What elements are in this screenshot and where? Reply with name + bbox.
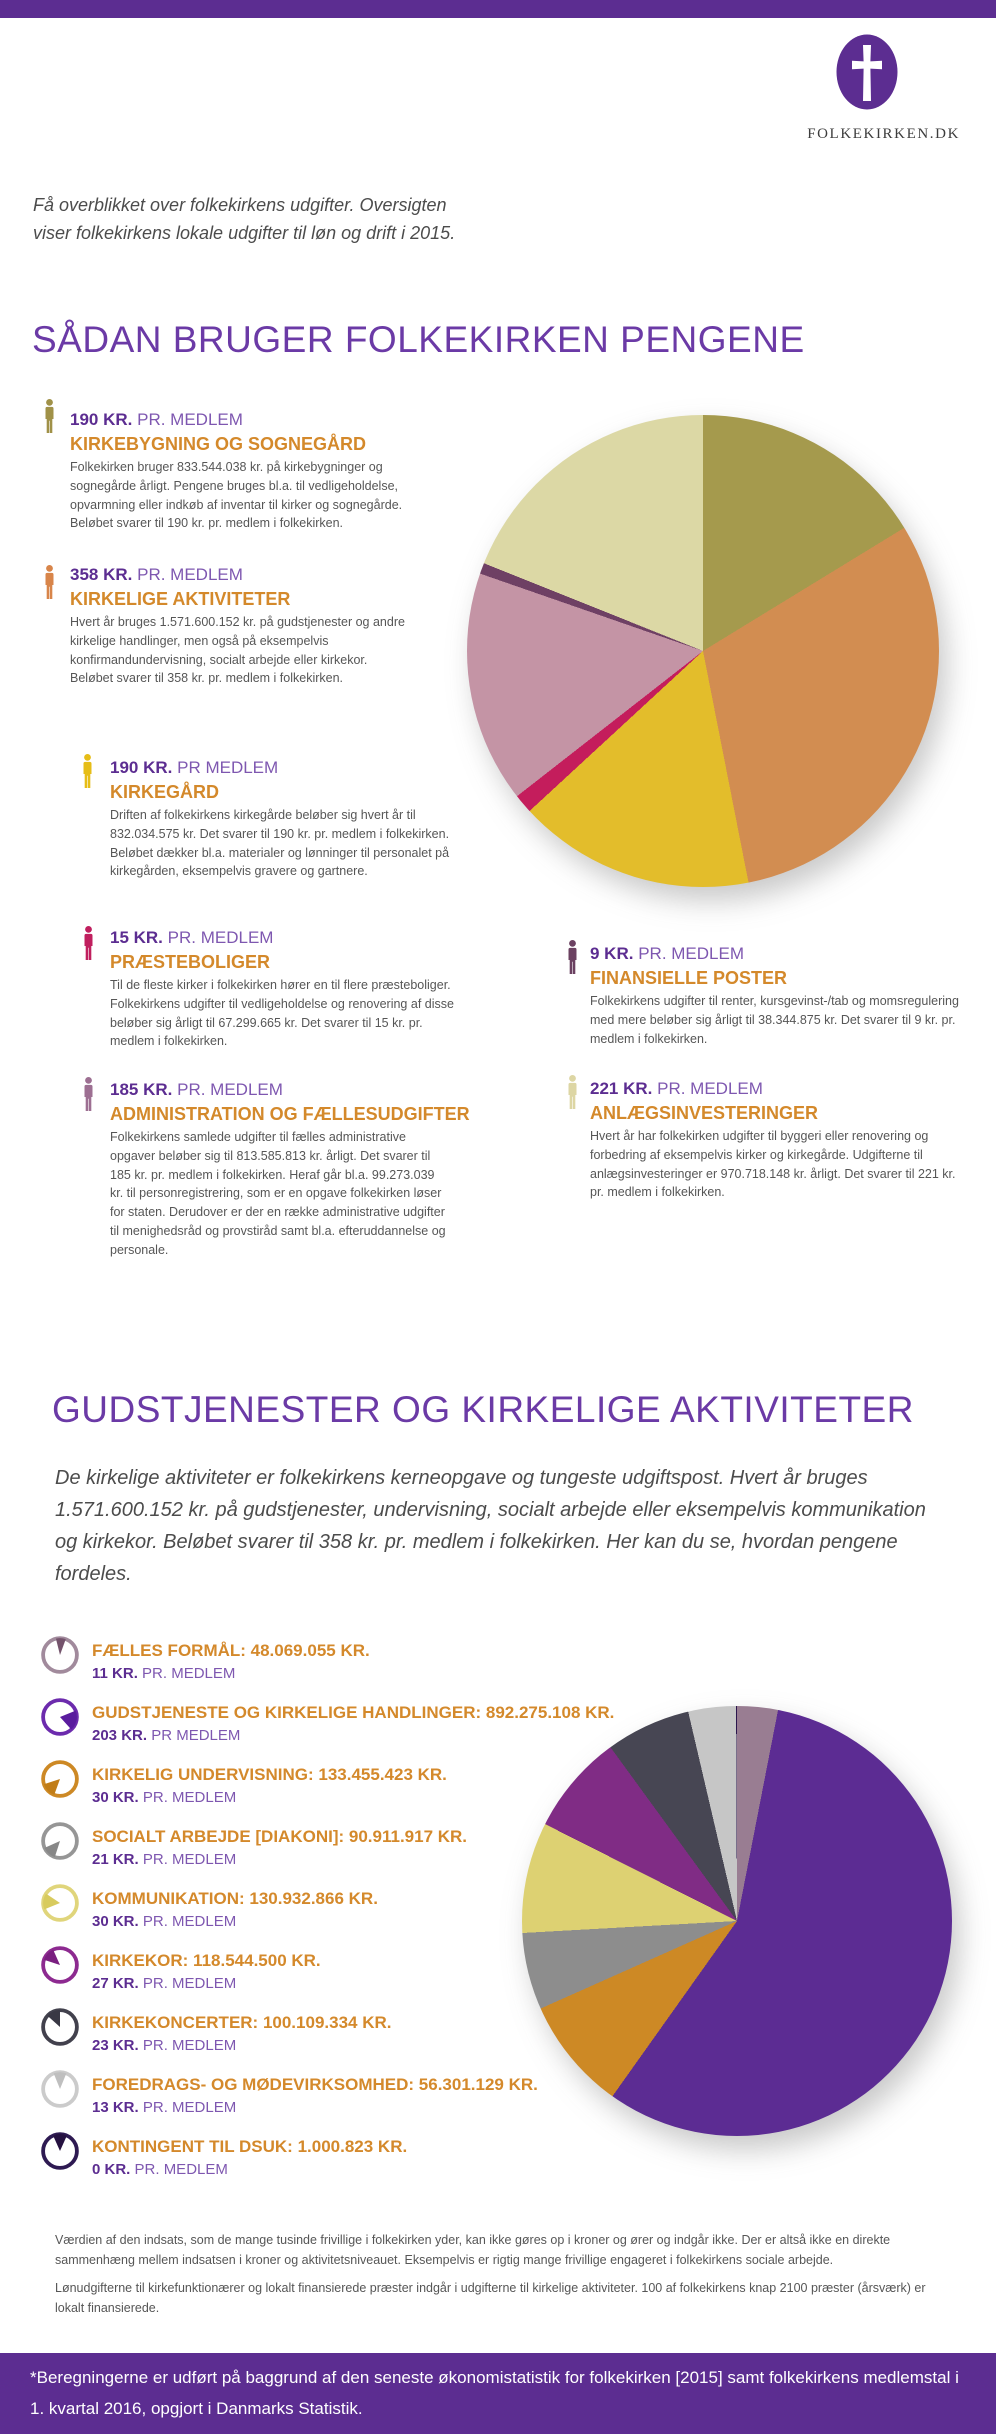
- per-member-amount: 23 KR.: [92, 2037, 139, 2054]
- section-body: Folkekirkens udgifter til renter, kursgevinst-/tab og momsregulering med mere beløber sig årligt til 38.344.875 kr. Det svarer til 9 kr. pr. medlem i folkekirken.: [590, 994, 959, 1046]
- per-member-label: PR. MEDLEM: [167, 928, 274, 947]
- logo-wordmark: FOLKEKIRKEN.DK: [807, 126, 960, 142]
- activity-per-member: [92, 1975, 522, 1992]
- per-member-label: PR. MEDLEM: [142, 1975, 237, 1992]
- activity-label: KIRKEKOR: 118.544.500 KR.: [92, 1951, 321, 1970]
- per-member-label: PR. MEDLEM: [177, 1080, 283, 1099]
- intro-paragraph: Få overblikket over folkekirkens udgifter. Oversigten viser folkekirkens lokale udgifter til løn og drift i 2015.: [33, 195, 456, 243]
- list-item: [92, 2075, 538, 2116]
- section-kirkebygning: [70, 410, 410, 533]
- mini-pie-icon: [41, 1760, 79, 1798]
- mini-pie-icon: [41, 2008, 79, 2046]
- amount-value: 190 KR.: [70, 410, 133, 429]
- person-icon: [80, 754, 95, 788]
- mini-pie-icon: [41, 1636, 79, 1674]
- section-kirkelige-aktiviteter: [70, 565, 410, 688]
- activity-label: FOREDRAGS- OG MØDEVIRKSOMHED: 56.301.129 KR.: [92, 2075, 538, 2094]
- section-heading: ADMINISTRATION OG FÆLLESUDGIFTER: [110, 1104, 470, 1124]
- section-praesteboliger: [110, 928, 455, 1051]
- section-body: Folkekirkens samlede udgifter til fælles administrative opgaver beløber sig til 813.585.813 kr. årligt. Det svarer til 185 kr. pr. medlem i folkekirken. Heraf går bl.a. 99.273.039 kr. til personregistrering, som er en opgave folkekirken løser for staten. Derudover er der en række administrative udgifter til menighedsråd og provstiråd samt bl.a. efteruddannelse og personale.: [110, 1130, 446, 1257]
- per-member-amount: 27 KR.: [92, 1975, 139, 1992]
- per-member-label: PR. MEDLEM: [142, 2099, 237, 2116]
- per-member-amount: 21 KR.: [92, 1851, 139, 1868]
- section-heading: FINANSIELLE POSTER: [590, 968, 788, 988]
- activity-label: FÆLLES FORMÅL: 48.069.055 KR.: [92, 1641, 370, 1660]
- activity-per-member: [92, 1727, 522, 1744]
- person-icon: [42, 399, 57, 433]
- person-icon: [42, 565, 57, 599]
- activity-per-member: [92, 2161, 522, 2178]
- amount-value: 185 KR.: [110, 1080, 173, 1099]
- person-icon: [81, 926, 96, 960]
- person-icon: [565, 1075, 580, 1109]
- amount-line: [590, 1079, 965, 1099]
- amount-value: 15 KR.: [110, 928, 163, 947]
- per-member-label: PR. MEDLEM: [142, 1789, 237, 1806]
- mini-pie-icon: [41, 1946, 79, 1984]
- section-finansielle-poster: [590, 944, 965, 1048]
- per-member-label: PR. MEDLEM: [142, 1851, 237, 1868]
- activity-per-member: [92, 2037, 522, 2054]
- activity-label: KOMMUNIKATION: 130.932.866 KR.: [92, 1889, 378, 1908]
- per-member-label: PR MEDLEM: [151, 1727, 241, 1744]
- person-icon: [81, 1077, 96, 1111]
- per-member-amount: 0 KR.: [92, 2161, 131, 2178]
- amount-value: 221 KR.: [590, 1079, 653, 1098]
- folkekirken-logo-icon: [836, 34, 898, 115]
- per-member-amount: 30 KR.: [92, 1789, 139, 1806]
- section-anlaegsinvesteringer: [590, 1079, 965, 1202]
- person-icon: [565, 940, 580, 974]
- amount-value: 190 KR.: [110, 758, 173, 777]
- section-body: Til de fleste kirker i folkekirken hører en til flere præsteboliger. Folkekirkens udgifter til vedligeholdelse og renovering af disse beløber sig årligt til 67.299.665 kr. Det svarer til 15 kr. pr. medlem i folkekirken.: [110, 978, 454, 1049]
- activity-label: KONTINGENT TIL DSUK: 1.000.823 KR.: [92, 2137, 408, 2156]
- list-item: [92, 1641, 522, 1682]
- per-member-label: PR. MEDLEM: [134, 2161, 228, 2178]
- activity-per-member: [92, 1913, 522, 1930]
- amount-value: 358 KR.: [70, 565, 133, 584]
- amount-line: [590, 944, 965, 964]
- section-administration: [110, 1080, 470, 1259]
- section-heading: KIRKELIGE AKTIVITETER: [70, 589, 291, 609]
- amount-line: [70, 565, 410, 585]
- activity-label: GUDSTJENESTE OG KIRKELIGE HANDLINGER: 892.275.108 KR.: [92, 1703, 615, 1722]
- mini-pie-icon: [41, 1884, 79, 1922]
- activity-per-member: [92, 1665, 522, 1682]
- per-member-label: PR. MEDLEM: [137, 410, 243, 429]
- spending-pie-chart: [467, 415, 939, 887]
- activity-per-member: [92, 1851, 522, 1868]
- footnote-loenudgifter: Lønudgifterne til kirkefunktionærer og lokalt finansierede præster indgår i udgifterne til kirkelige aktiviteter. 100 af folkekirkens knap 2100 præster (årsværk) er lokalt finansierede.: [55, 2281, 926, 2315]
- per-member-amount: 203 KR.: [92, 1727, 148, 1744]
- list-item: [92, 2013, 522, 2054]
- mini-pie-icon: [41, 2132, 79, 2170]
- activities-intro: De kirkelige aktiviteter er folkekirkens kerneopgave og tungeste udgiftspost. Hvert år bruges 1.571.600.152 kr. på gudstjenester, undervisning, socialt arbejde eller eksempelvis kommunikation og kirkekor. Beløbet svarer til 358 kr. pr. medlem i folkekirken. Her kan du se, hvordan pengene fordeles.: [55, 1467, 926, 1585]
- amount-value: 9 KR.: [590, 944, 634, 963]
- activity-per-member: [92, 2099, 522, 2116]
- mini-pie-icon: [41, 1698, 79, 1736]
- per-member-amount: 13 KR.: [92, 2099, 139, 2116]
- amount-line: [110, 1080, 450, 1100]
- list-item: [92, 1827, 522, 1868]
- section-kirkegaard: [110, 758, 455, 881]
- section-body: Folkekirken bruger 833.544.038 kr. på kirkebygninger og sognegårde årligt. Pengene bruges bl.a. til vedligeholdelse, opvarmning eller indkøb af inventar til kirker og sognegårde. Beløbet svarer til 190 kr. pr. medlem i folkekirken.: [70, 460, 403, 531]
- section-body: Hvert år bruges 1.571.600.152 kr. på gudstjenester og andre kirkelige handlinger, men også på eksempelvis konfirmandundervisning, socialt arbejde eller kirkekor. Beløbet svarer til 358 kr. pr. medlem i folkekirken.: [70, 615, 405, 686]
- section-heading: KIRKEBYGNING OG SOGNEGÅRD: [70, 434, 367, 454]
- list-item: [92, 1703, 615, 1744]
- section-body: Driften af folkekirkens kirkegårde beløber sig hvert år til 832.034.575 kr. Det svarer til 190 kr. pr. medlem i folkekirken. Beløbet dækker bl.a. materialer og lønninger til personalet på kirkegården, eksempelvis gravere og gartnere.: [110, 808, 450, 879]
- list-item: [92, 1889, 522, 1930]
- activities-pie-chart: [522, 1706, 952, 2136]
- mini-pie-icon: [41, 1822, 79, 1860]
- page-title: SÅDAN BRUGER FOLKEKIRKEN PENGENE: [32, 318, 805, 360]
- list-item: [92, 1765, 522, 1806]
- per-member-label: PR. MEDLEM: [142, 2037, 237, 2054]
- per-member-label: PR. MEDLEM: [638, 944, 744, 963]
- per-member-label: PR. MEDLEM: [142, 1913, 237, 1930]
- per-member-amount: 30 KR.: [92, 1913, 139, 1930]
- section-heading: KIRKEGÅRD: [110, 782, 220, 802]
- footnote-frivillige: Værdien af den indsats, som de mange tusinde frivillige i folkekirken yder, kan ikke gøres op i kroner og ører og indgår ikke. Der er altså ikke en direkte sammenhæng mellem indsatsen i kroner og aktivitetsniveauet. Eksempelvis er rigtig mange frivillige engageret i folkekirkens sociale arbejde.: [55, 2233, 891, 2267]
- amount-line: [110, 928, 455, 948]
- activity-label: KIRKELIG UNDERVISNING: 133.455.423 KR.: [92, 1765, 447, 1784]
- mini-pie-icon: [41, 2070, 79, 2108]
- per-member-label: PR. MEDLEM: [657, 1079, 763, 1098]
- section-heading: ANLÆGSINVESTERINGER: [590, 1103, 819, 1123]
- per-member-label: PR. MEDLEM: [137, 565, 243, 584]
- section-body: Hvert år har folkekirken udgifter til byggeri eller renovering og forbedring af eksempelvis kirker og kirkegårde. Udgifterne til anlægsinvesteringer er 970.718.148 kr. årligt. Det svarer til 221 kr. pr. medlem i folkekirken.: [590, 1129, 956, 1200]
- activity-label: SOCIALT ARBEJDE [DIAKONI]: 90.911.917 KR.: [92, 1827, 468, 1846]
- list-item: [92, 2137, 522, 2178]
- per-member-label: PR. MEDLEM: [142, 1665, 236, 1682]
- per-member-amount: 11 KR.: [92, 1665, 138, 1682]
- cross-icon: [836, 34, 898, 110]
- activity-label: KIRKEKONCERTER: 100.109.334 KR.: [92, 2013, 392, 2032]
- activity-per-member: [92, 1789, 522, 1806]
- list-item: [92, 1951, 522, 1992]
- activities-title: GUDSTJENESTER OG KIRKELIGE AKTIVITETER: [52, 1388, 914, 1430]
- footer-disclaimer: *Beregningerne er udført på baggrund af den seneste økonomistatistik for folkekirken [2015] samt folkekirkens medlemstal i 1. kvartal 2016, opgjort i Danmarks Statistik.: [30, 2368, 959, 2419]
- amount-line: [70, 410, 410, 430]
- section-heading: PRÆSTEBOLIGER: [110, 952, 271, 972]
- amount-line: [110, 758, 455, 778]
- top-accent-bar: [0, 0, 996, 18]
- per-member-label: PR MEDLEM: [177, 758, 279, 777]
